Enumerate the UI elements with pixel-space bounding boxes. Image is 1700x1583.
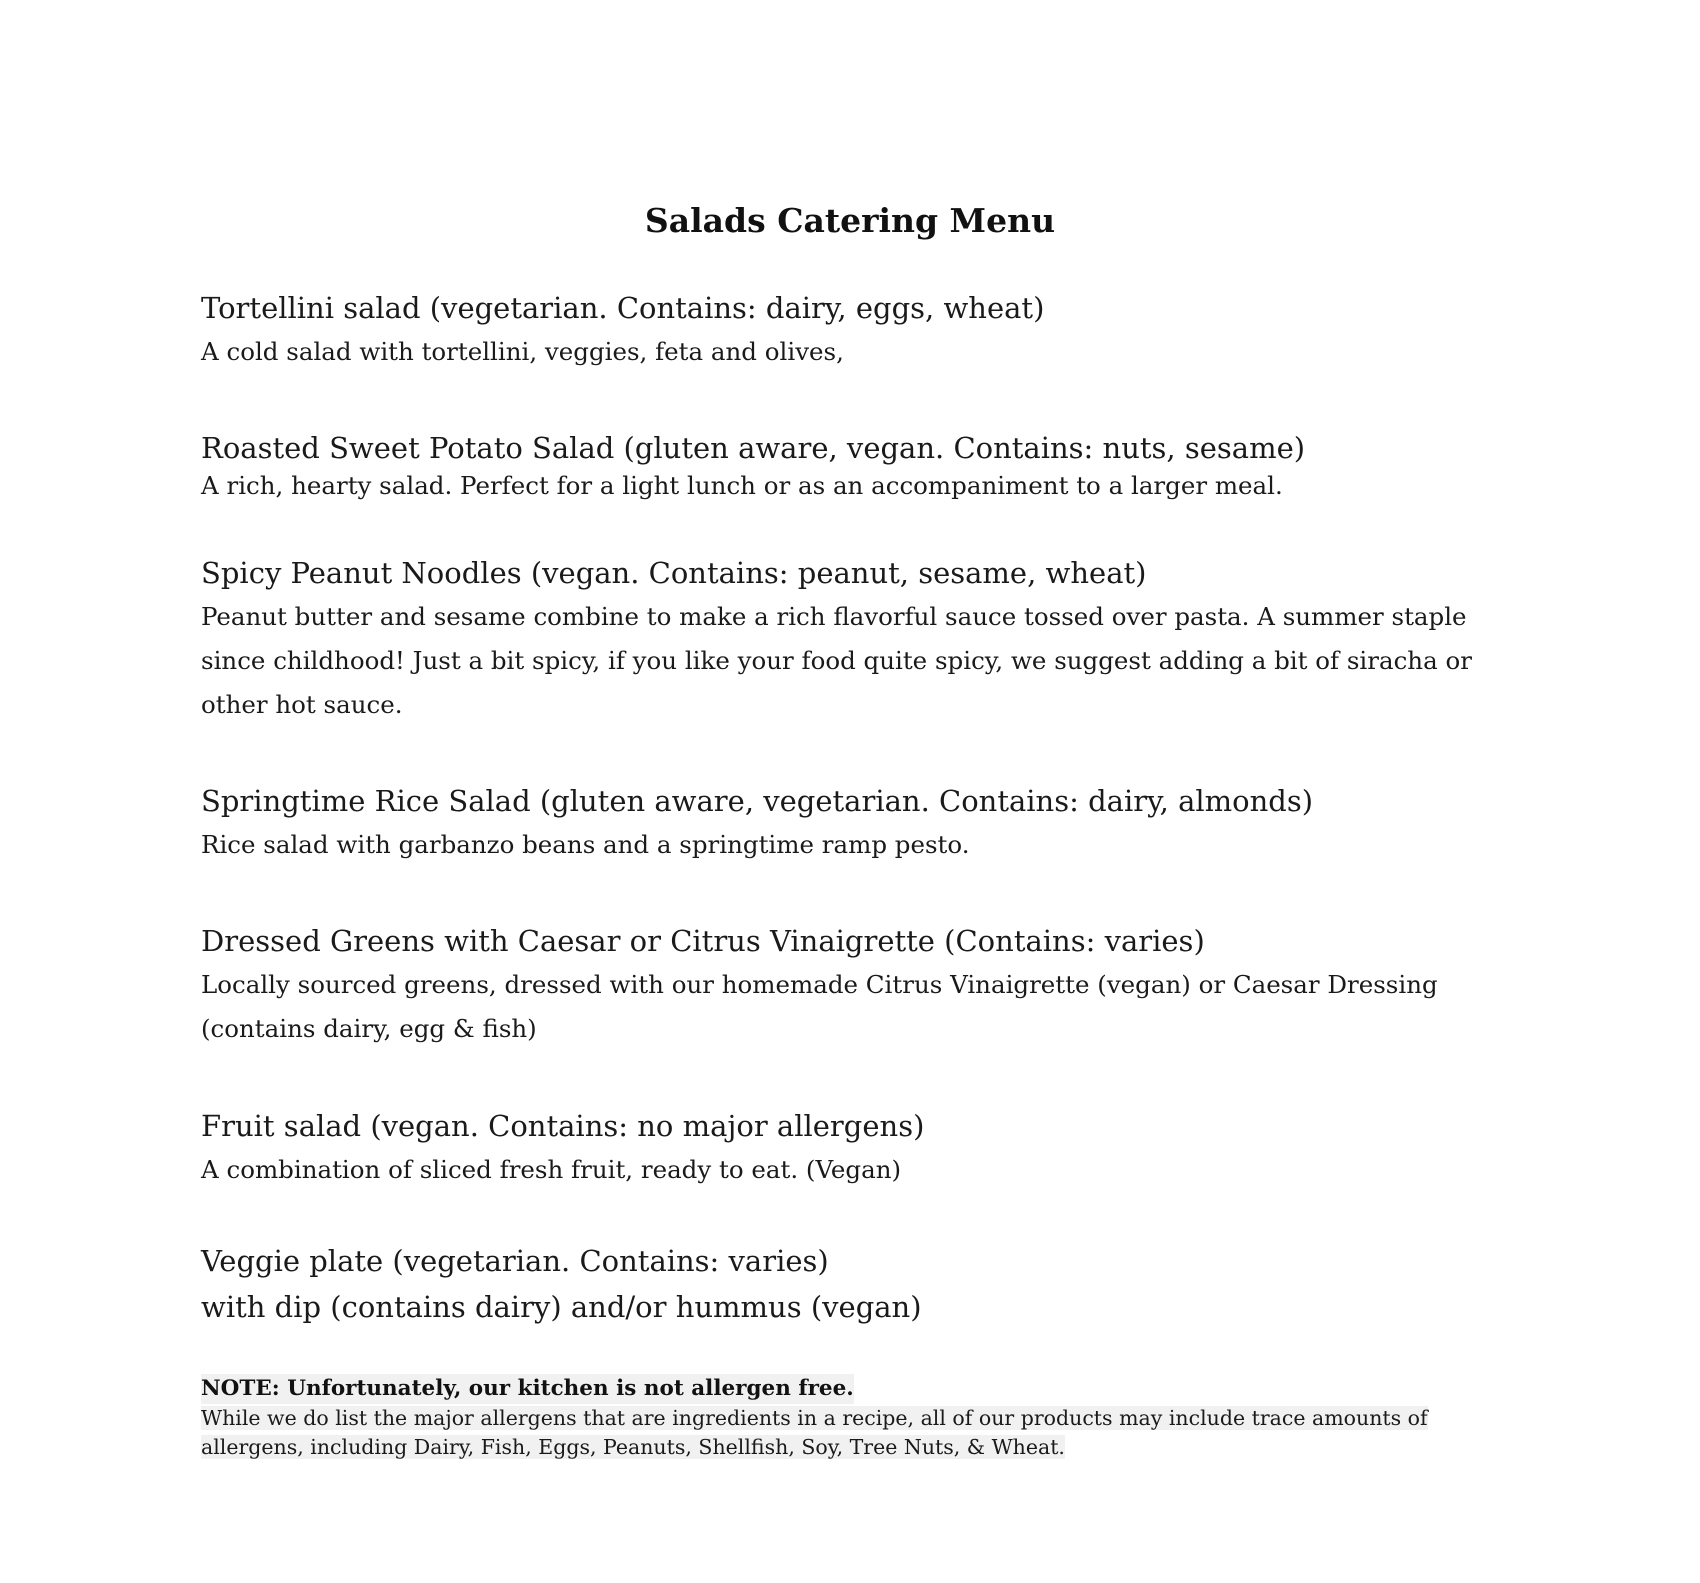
- item-description: A rich, hearty salad. Perfect for a light lunch or as an accompaniment to a larger meal.: [201, 471, 1283, 500]
- item-description: A cold salad with tortellini, veggies, feta and olives,: [201, 337, 844, 366]
- note-body: [201, 1404, 1501, 1462]
- item-description: A combination of sliced fresh fruit, ready to eat. (Vegan): [201, 1155, 902, 1184]
- item-name: Roasted Sweet Potato Salad (gluten aware, vegan. Contains: nuts, sesame): [201, 431, 1306, 465]
- menu-item-tortellini-salad: [201, 286, 1501, 374]
- page-title: Salads Catering Menu: [644, 201, 1056, 240]
- menu-item-fruit-salad: [201, 1104, 1501, 1192]
- item-description: Rice salad with garbanzo beans and a springtime ramp pesto.: [201, 830, 970, 859]
- item-description: Locally sourced greens, dressed with our homemade Citrus Vinaigrette (vegan) or Caesar Dressing (contains dairy, egg & fish): [201, 970, 1438, 1043]
- item-name: Tortellini salad (vegetarian. Contains: dairy, eggs, wheat): [201, 291, 1045, 325]
- item-description: with dip (contains dairy) and/or hummus (vegan): [201, 1290, 922, 1324]
- item-name: Fruit salad (vegan. Contains: no major allergens): [201, 1109, 925, 1143]
- menu-item-spicy-peanut-noodles: [201, 551, 1501, 727]
- menu-item-veggie-plate: [201, 1239, 1501, 1331]
- menu-item-springtime-rice-salad: [201, 779, 1501, 867]
- item-name: Veggie plate (vegetarian. Contains: varies): [201, 1244, 829, 1278]
- item-name: Springtime Rice Salad (gluten aware, vegetarian. Contains: dairy, almonds): [201, 784, 1314, 818]
- item-description: Peanut butter and sesame combine to make a rich flavorful sauce tossed over pasta. A summer staple since childhood! Just a bit spicy, if you like your food quite spicy, we suggest adding a bit of siracha or other hot sauce.: [201, 602, 1472, 719]
- note-heading: NOTE: Unfortunately, our kitchen is not allergen free.: [201, 1374, 854, 1404]
- item-name: Spicy Peanut Noodles (vegan. Contains: peanut, sesame, wheat): [201, 556, 1147, 590]
- item-name: Dressed Greens with Caesar or Citrus Vinaigrette (Contains: varies): [201, 924, 1205, 958]
- note-body-text: While we do list the major allergens that are ingredients in a recipe, all of our products may include trace amounts of allergens, including Dairy, Fish, Eggs, Peanuts, Shellfish, Soy, Tree Nuts, & Wheat.: [201, 1406, 1428, 1459]
- allergen-note: [201, 1374, 1501, 1462]
- menu-item-dressed-greens: [201, 919, 1501, 1051]
- menu-item-roasted-sweet-potato-salad: [201, 426, 1501, 508]
